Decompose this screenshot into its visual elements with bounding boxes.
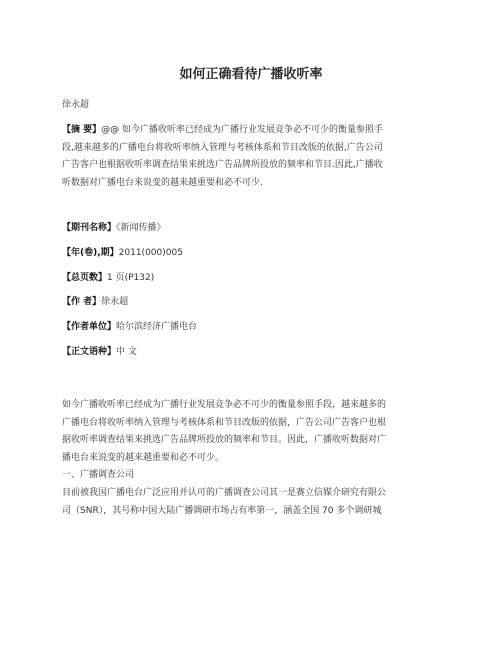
body-paragraph [62, 397, 440, 467]
abstract-label: 【摘 要】 [62, 125, 102, 135]
body-line: 如今广播收听率已经成为广播行业发展竞争必不可少的衡量参照手段，越来越多的 [62, 400, 387, 410]
meta-value: 2011(000)005 [118, 248, 183, 258]
meta-value: 1 页(P132) [107, 273, 155, 283]
meta-value: 徐永超 [101, 297, 129, 307]
meta-year-issue: 【年(卷),期】2011(000)005 [62, 248, 183, 258]
author-name: 徐永超 [62, 100, 90, 110]
meta-affiliation: 【作者单位】哈尔滨经济广播电台 [62, 322, 198, 332]
body-line: 播电台来说变的越来越重要和必不可少。 [62, 452, 225, 463]
abstract-line: 听数据对广播电台来说变的越来越重要和必不可少. [62, 177, 263, 188]
meta-value: 中 文 [116, 347, 137, 357]
meta-value: 哈尔滨经济广播电台 [116, 322, 198, 332]
meta-pages: 【总页数】1 页(P132) [62, 273, 155, 283]
meta-journal: 【期刊名称】《新闻传播》 [62, 223, 166, 233]
section-heading: 一、广播调查公司 [62, 470, 135, 480]
body-line: 广播电台将收听率纳入管理与考核体系和节目改版的依据，广告公司广告客户也根 [62, 417, 387, 428]
abstract-line: @@ 如今广播收听率已经成为广播行业发展竞争必不可少的衡量参照手 [101, 125, 384, 135]
abstract-line: 段,越来越多的广播电台将收听率纳入管理与考核体系和节目改版的依据,广告公司 [62, 142, 383, 153]
meta-author: 【作 者】徐永超 [62, 297, 129, 307]
meta-value: 《新闻传播》 [116, 223, 166, 233]
body-line: 据收听率调查结果来挑选广告品牌所投放的频率和节目。因此，广播收听数据对广 [62, 435, 387, 445]
abstract [62, 122, 440, 192]
section-paragraph [62, 485, 440, 520]
abstract-line: 广告客户也根据收听率调查结果来挑选广告品牌所投放的频率和节目.因此,广播收 [62, 160, 383, 170]
document-title: 如何正确看待广播收听率 [179, 67, 323, 82]
meta-language: 【正文语种】中 文 [62, 347, 137, 357]
section-line: 司（SNR），其号称中国大陆广播调研市场占有率第一，涵盖全国 70 多个调研城 [62, 505, 382, 516]
section-line: 目前被我国广播电台广泛应用并认可的广播调查公司其一是赛立信媒介研究有限公 [62, 488, 387, 498]
